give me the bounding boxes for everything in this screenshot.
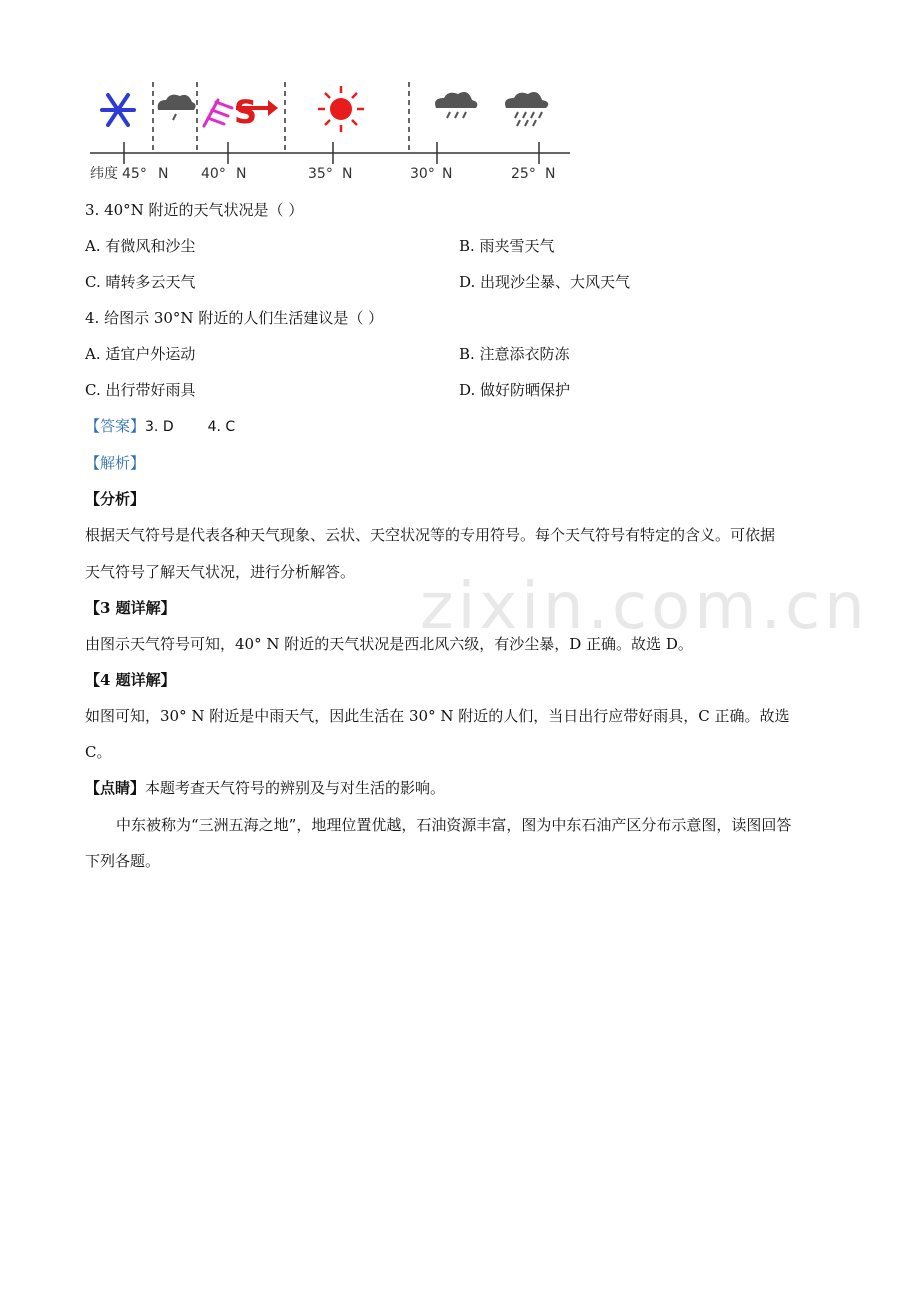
dianjing-label: 【点睛】 bbox=[85, 779, 146, 797]
q4-option-c: C. 出行带好雨具 bbox=[85, 381, 196, 399]
q3-option-b: B. 雨夹雪天气 bbox=[459, 237, 555, 255]
weather-figure bbox=[84, 78, 574, 186]
tick-label: N bbox=[442, 166, 453, 182]
light-rain-icon bbox=[158, 95, 196, 120]
tick-label: N bbox=[342, 166, 353, 182]
answer-4: 4. C bbox=[207, 419, 236, 435]
heavy-rain-icon bbox=[505, 92, 548, 126]
dianjing-text: 本题考查天气符号的辨别及与对生活的影响。 bbox=[145, 779, 446, 797]
wind-icon bbox=[204, 100, 232, 126]
q3-option-c: C. 晴转多云天气 bbox=[85, 273, 196, 291]
analysis-label: 【解析】 bbox=[85, 454, 146, 472]
tick-label: N bbox=[545, 166, 556, 182]
dianjing-line bbox=[85, 778, 445, 798]
tick-label: 30° bbox=[410, 166, 435, 182]
sandstorm-icon bbox=[234, 93, 278, 131]
intro-text-1: 中东被称为“三洲五海之地”，地理位置优越，石油资源丰富，图为中东石油产区分布示意图，读图回答 bbox=[116, 816, 792, 834]
tick-label: 25° bbox=[511, 166, 536, 182]
weather-figure-svg bbox=[84, 78, 574, 186]
moderate-rain-icon bbox=[435, 92, 477, 118]
detail4-text-1: 如图可知，30° N 附近是中雨天气，因此生活在 30° N 附近的人们，当日出行应带好雨具，C 正确。故选 bbox=[85, 707, 790, 725]
svg-text:S: S bbox=[234, 93, 258, 131]
axis-label: 纬度 bbox=[90, 166, 118, 182]
q3-stem: 3. 40°N 附近的天气状况是（ ） bbox=[85, 201, 304, 219]
answer-line bbox=[85, 416, 235, 437]
fenxi-text-1: 根据天气符号是代表各种天气现象、云状、天空状况等的专用符号。每个天气符号有特定的含义。可依据 bbox=[85, 526, 776, 544]
q4-option-a: A. 适宜户外运动 bbox=[85, 345, 196, 363]
q4-option-b: B. 注意添衣防冻 bbox=[459, 345, 570, 363]
q4-option-d: D. 做好防晒保护 bbox=[459, 381, 571, 399]
tick-label: 45° bbox=[122, 166, 147, 182]
answer-label: 【答案】 bbox=[85, 417, 146, 435]
detail3-label: 【3 题详解】 bbox=[85, 599, 176, 617]
fenxi-text-2: 天气符号了解天气状况，进行分析解答。 bbox=[85, 563, 356, 581]
tick-label: N bbox=[158, 166, 169, 182]
tick-label: 40° bbox=[201, 166, 226, 182]
sunny-icon bbox=[318, 86, 364, 132]
answer-3: 3. D bbox=[145, 419, 174, 435]
detail3-text: 由图示天气符号可知，40° N 附近的天气状况是西北风六级，有沙尘暴，D 正确。故选 D。 bbox=[85, 635, 693, 653]
q4-stem: 4. 给图示 30°N 附近的人们生活建议是（ ） bbox=[85, 309, 384, 327]
watermark: zixin.com.cn bbox=[420, 570, 869, 644]
snow-icon bbox=[102, 95, 134, 125]
q3-option-d: D. 出现沙尘暴、大风天气 bbox=[459, 273, 631, 291]
tick-label: N bbox=[236, 166, 247, 182]
tick-label: 35° bbox=[308, 166, 333, 182]
detail4-text-2: C。 bbox=[85, 743, 112, 761]
intro-text-2: 下列各题。 bbox=[85, 852, 161, 870]
q3-option-a: A. 有微风和沙尘 bbox=[85, 237, 196, 255]
fenxi-label: 【分析】 bbox=[85, 490, 146, 508]
detail4-label: 【4 题详解】 bbox=[85, 671, 176, 689]
